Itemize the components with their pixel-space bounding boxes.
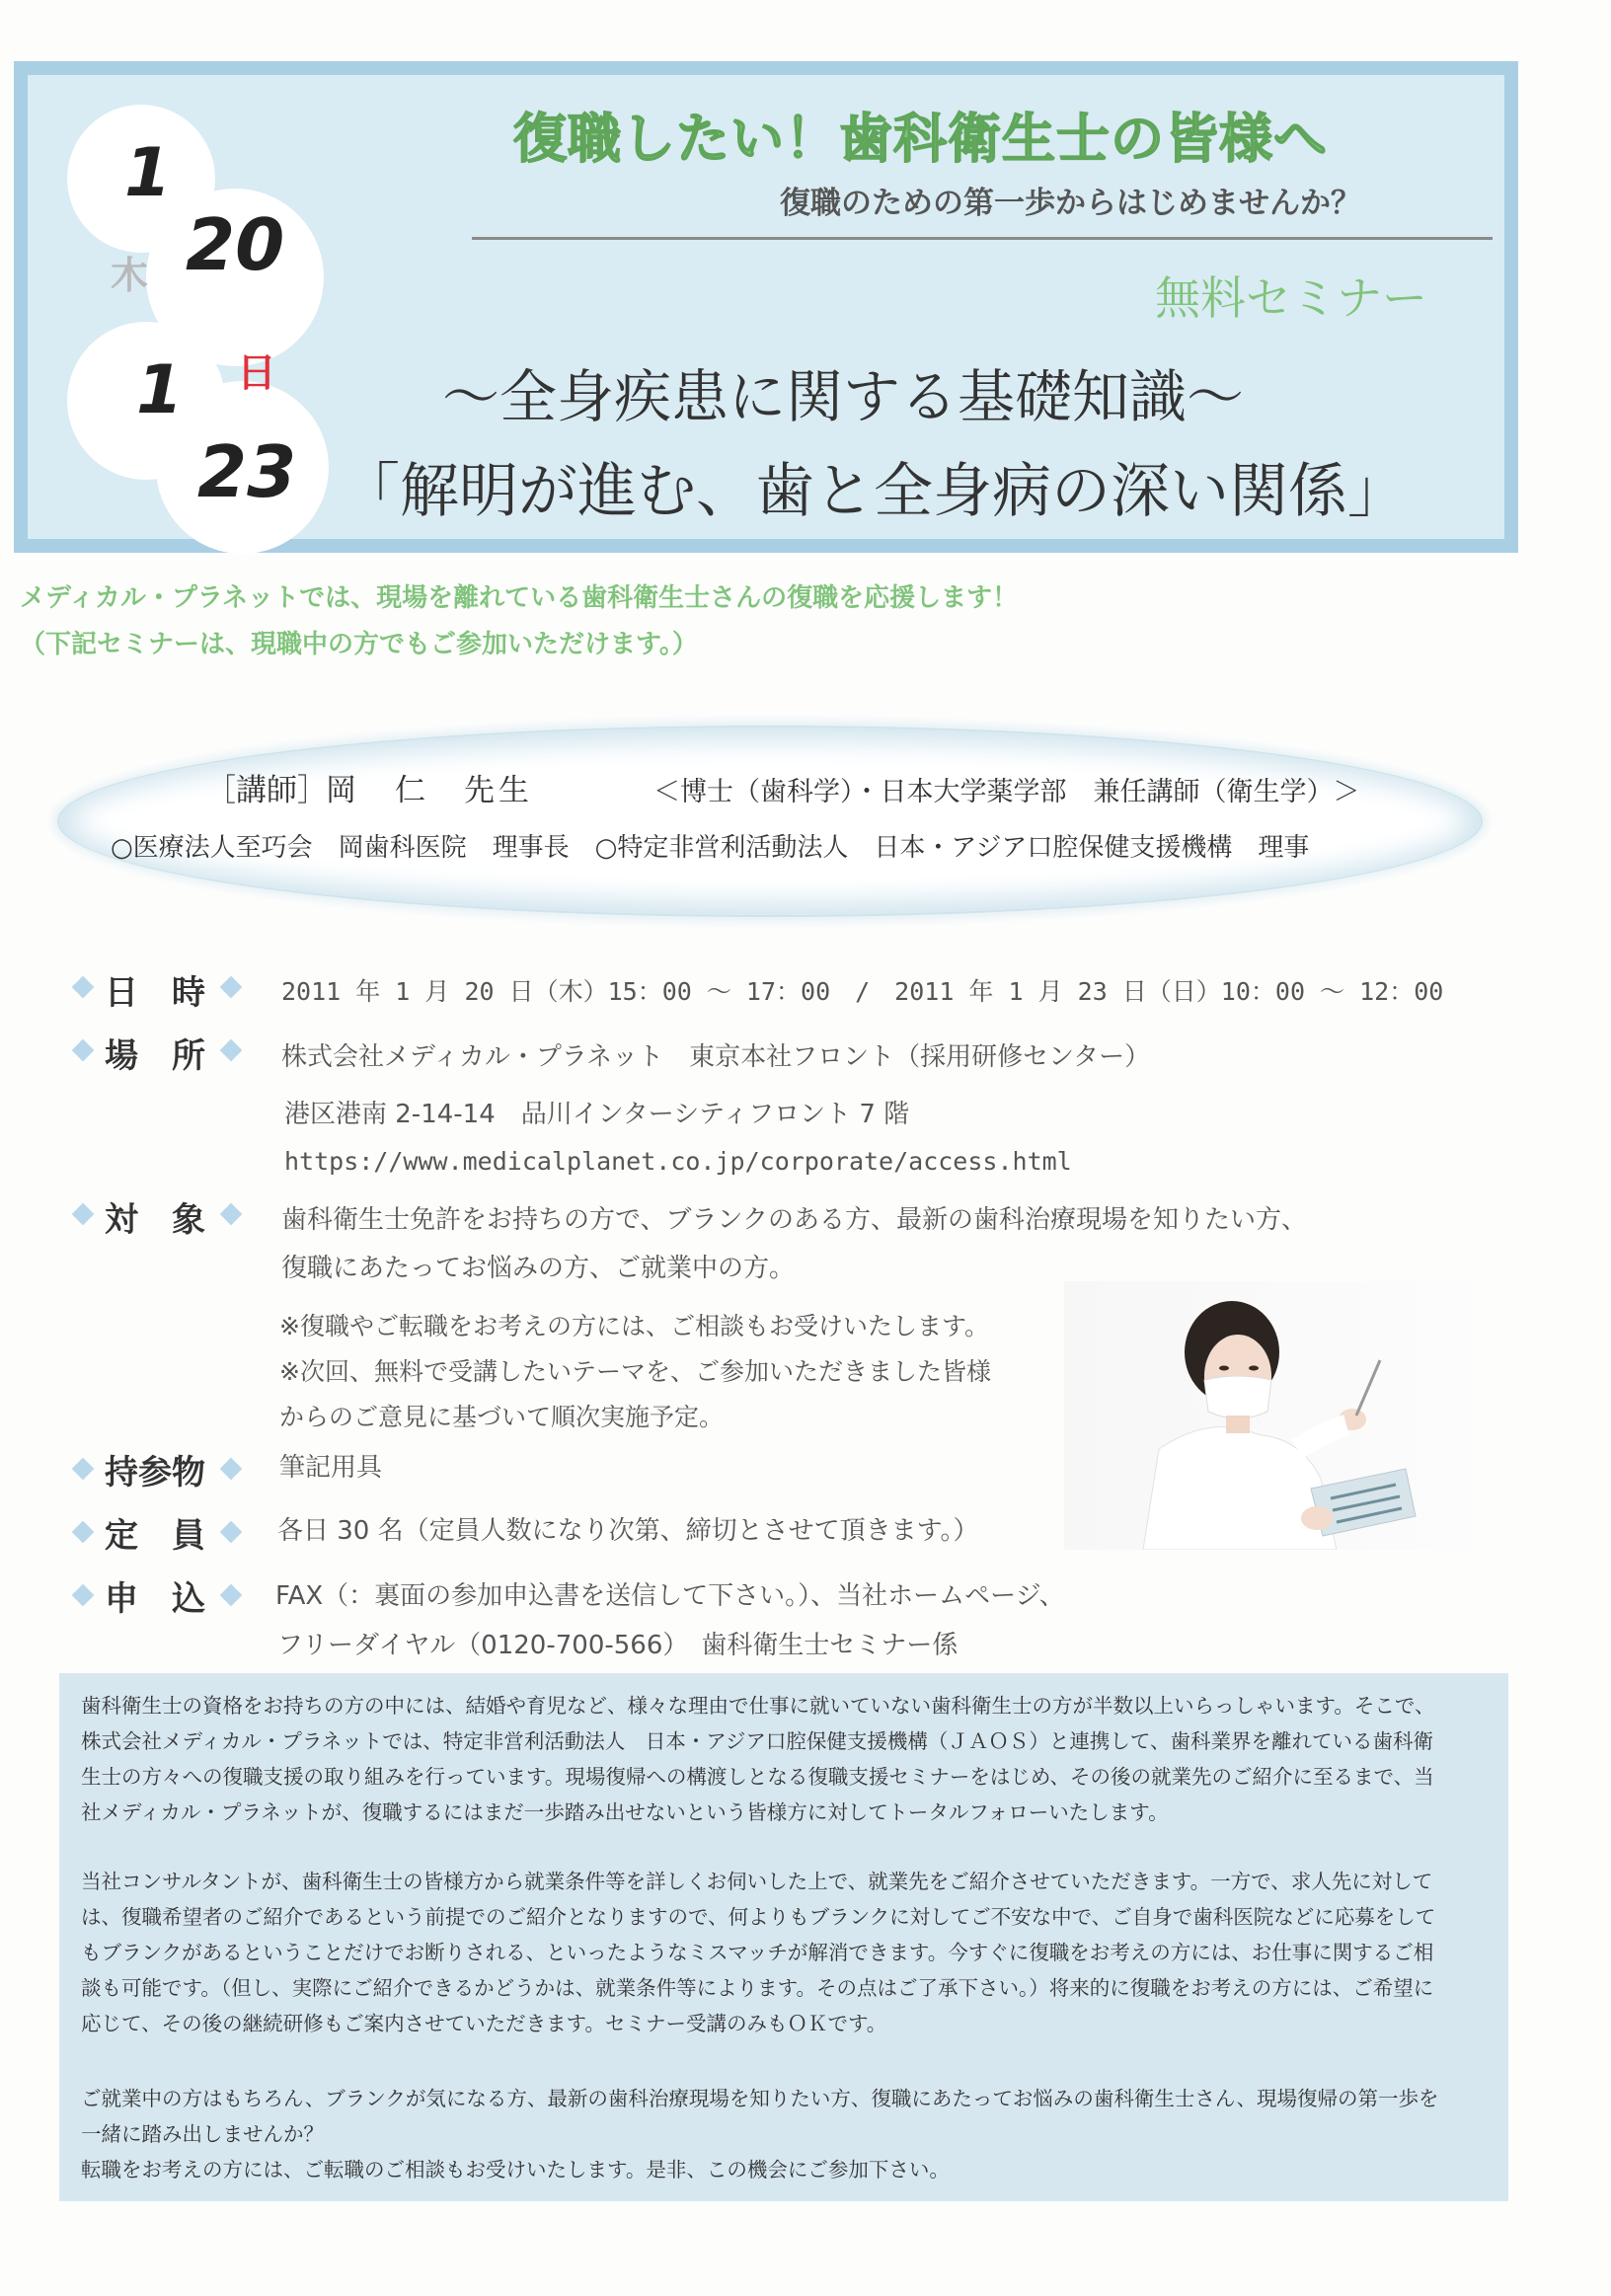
description-paragraph-2 xyxy=(81,1864,1483,2041)
capacity-label: 定 員 xyxy=(105,1516,205,1556)
apply-label: 申 込 xyxy=(105,1579,205,1619)
header-divider xyxy=(472,237,1493,240)
description-line: もブランクがあるということだけでお断りされる、といったようなミスマッチが解消できます。今すぐに復職をお考えの方には、お仕事に関するご相 xyxy=(81,1941,1434,1964)
bullet-diamond-icon xyxy=(220,1584,243,1607)
bullet-diamond-icon xyxy=(220,976,243,999)
target-line2: 復職にあたってお悩みの方、ご就業中の方。 xyxy=(281,1254,796,1283)
page-subtitle: 復職のための第一歩からはじめませんか？ xyxy=(780,186,1361,221)
target-label: 対 象 xyxy=(105,1200,205,1240)
target-note1: ※復職やご転職をお考えの方には、ご相談もお受けいたします。 xyxy=(279,1312,989,1340)
bullet-diamond-icon xyxy=(72,1039,95,1062)
description-line: 応じて、その後の継続研修もご案内させていただきます。セミナー受講のみもＯＫです。 xyxy=(81,2012,887,2035)
date2-day: 23 xyxy=(197,430,297,513)
bullet-diamond-icon xyxy=(220,1203,243,1226)
apply-line1: FAX（：裏面の参加申込書を送信して下さい。）、当社ホームページ、 xyxy=(275,1581,1065,1611)
description-line: 当社コンサルタントが、歯科衛生士の皆様方から就業条件等を詳しくお伺いした上で、就業先をご紹介させていただきます。一方で、求人先に対して xyxy=(81,1870,1433,1893)
place-line2: 港区港南 2-14-14 品川インターシティフロント 7 階 xyxy=(284,1100,910,1129)
seminar-theme-line1: ～全身疾患に関する基礎知識～ xyxy=(442,363,1245,430)
date1-day: 20 xyxy=(186,203,285,286)
lecturer-affiliation: ○医療法人至巧会 岡歯科医院 理事長 ○特定非営利活動法人 日本・アジア口腔保健支援機構 理事 xyxy=(111,833,1310,863)
place-line1: 株式会社メディカル・プラネット 東京本社フロント（採用研修センター） xyxy=(281,1042,1151,1072)
page-title: 復職したい！歯科衛生士の皆様へ xyxy=(513,108,1328,170)
bring-value: 筆記用具 xyxy=(279,1453,383,1483)
bring-label: 持参物 xyxy=(105,1453,205,1492)
seminar-theme-line2: 「解明が進む、歯と全身病の深い関係」 xyxy=(341,457,1407,526)
description-paragraph-1 xyxy=(81,1688,1483,1830)
lecturer-panel xyxy=(57,726,1483,917)
bullet-diamond-icon xyxy=(72,976,95,999)
lecturer-name: 岡 仁 先生 xyxy=(326,773,533,808)
lecturer-title: ＜博士（歯科学）・日本大学薬学部 兼任講師（衛生学）＞ xyxy=(653,777,1360,807)
bullet-diamond-icon xyxy=(72,1521,95,1544)
description-line: ご就業中の方はもちろん、ブランクが気になる方、最新の歯科治療現場を知りたい方、復職にあたってお悩みの歯科衛生士さん、現場復帰の第一歩を xyxy=(81,2087,1439,2110)
date2-weekday: 日 xyxy=(237,350,276,396)
date1-weekday: 木 xyxy=(111,254,149,297)
bullet-diamond-icon xyxy=(220,1458,243,1481)
date1-month: 1 xyxy=(124,134,172,212)
nurse-photo xyxy=(1064,1281,1471,1550)
description-line: 一緒に踏み出しませんか？ xyxy=(81,2122,324,2146)
bullet-diamond-icon xyxy=(72,1458,95,1481)
bullet-diamond-icon xyxy=(72,1203,95,1226)
description-line: 談も可能です。（但し、実際にご紹介できるかどうかは、就業条件等によります。その点はご了承下さい。）将来的に復職をお考えの方には、ご希望に xyxy=(81,1976,1434,2000)
datetime-label: 日 時 xyxy=(105,973,205,1013)
bullet-diamond-icon xyxy=(72,1584,95,1607)
intro-line2: （下記セミナーは、現職中の方でもご参加いただけます。） xyxy=(20,630,698,659)
apply-line2: フリーダイヤル（0120-700-566） 歯科衛生士セミナー係 xyxy=(277,1631,959,1660)
lecturer-role: ［講師］ xyxy=(205,773,328,808)
target-note3: からのご意見に基づいて順次実施予定。 xyxy=(279,1403,725,1431)
nurse-illustration xyxy=(1064,1281,1471,1550)
place-label: 場 所 xyxy=(105,1036,205,1076)
place-url: https://www.medicalplanet.co.jp/corporate/access.html xyxy=(284,1147,1072,1176)
target-note2: ※次回、無料で受講したいテーマを、ご参加いただきました皆様 xyxy=(279,1357,991,1386)
bullet-diamond-icon xyxy=(220,1521,243,1544)
description-line: は、復職希望者のご紹介であるという前提でのご紹介となりますので、何よりもブランクに対してご不安な中で、ご自身で歯科医院などに応募をして xyxy=(81,1905,1436,1929)
description-line: 歯科衛生士の資格をお持ちの方の中には、結婚や育児など、様々な理由で仕事に就いていない歯科衛生士の方が半数以上いらっしゃいます。そこで、 xyxy=(81,1694,1435,1718)
datetime-value: 2011 年 1 月 20 日（木）15：00 ～ 17：00 / 2011 年 1 月 23 日（日）10：00 ～ 12：00 xyxy=(281,977,1444,1006)
date2-month: 1 xyxy=(136,351,184,429)
description-line: 株式会社メディカル・プラネットでは、特定非営利活動法人 日本・アジア口腔保健支援機構（ＪＡＯＳ）と連携して、歯科業界を離れている歯科衛 xyxy=(81,1729,1434,1753)
description-line: 生士の方々への復職支援の取り組みを行っています。現場復帰への構渡しとなる復職支援セミナーをはじめ、その後の就業先のご紹介に至るまで、当 xyxy=(81,1765,1434,1789)
seminar-label: 無料セミナー xyxy=(1155,271,1427,325)
description-line: 転職をお考えの方には、ご転職のご相談もお受けいたします。是非、この機会にご参加下さい。 xyxy=(81,2158,950,2181)
description-paragraph-3 xyxy=(81,2081,1483,2187)
target-line1: 歯科衛生士免許をお持ちの方で、ブランクのある方、最新の歯科治療現場を知りたい方、 xyxy=(281,1205,1307,1235)
description-line: 社メディカル・プラネットが、復職するにはまだ一歩踏み出せないという皆様方に対してトータルフォローいたします。 xyxy=(81,1800,1169,1824)
bullet-diamond-icon xyxy=(220,1039,243,1062)
capacity-value: 各日 30 名（定員人数になり次第、締切とさせて頂きます。） xyxy=(277,1516,979,1546)
intro-line1: メディカル・プラネットでは、現場を離れている歯科衛生士さんの復職を応援します！ xyxy=(20,583,1019,613)
